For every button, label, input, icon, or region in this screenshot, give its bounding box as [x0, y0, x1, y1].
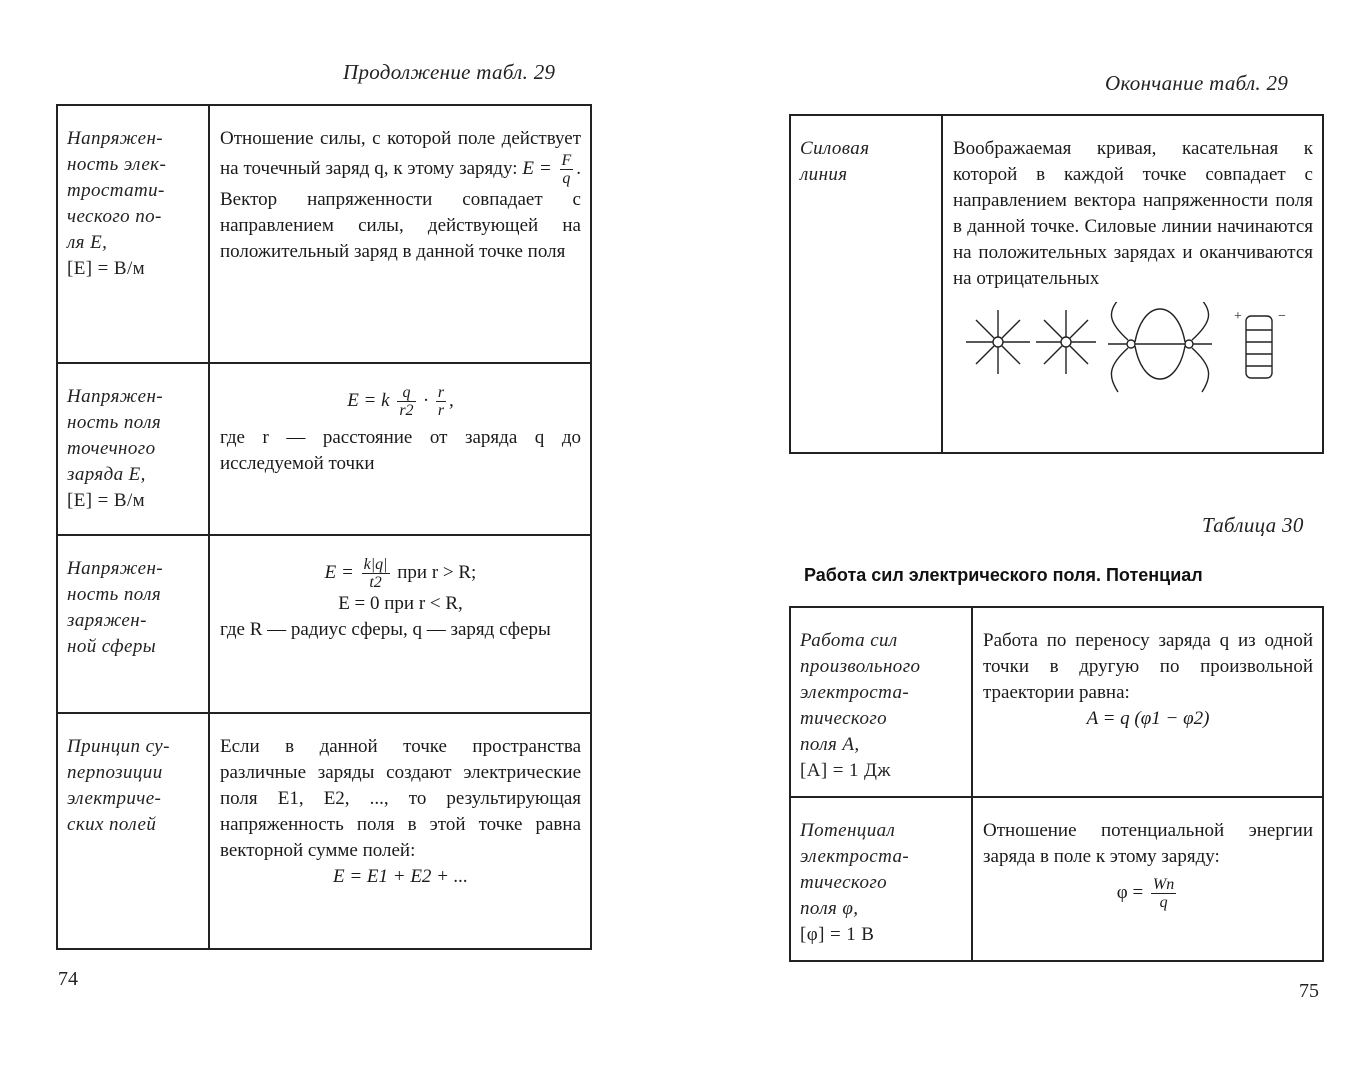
- table-29-continued: [56, 104, 592, 950]
- fraction-denominator: r: [437, 402, 445, 419]
- term-line: электроста-: [800, 682, 910, 703]
- formula: E = E1 + E2 + ...: [332, 866, 469, 887]
- dipole-field-icon: [1108, 302, 1212, 392]
- term-line: Напряжен-: [67, 128, 164, 149]
- table-row: [790, 607, 1323, 797]
- term-line: Напряжен-: [67, 386, 164, 407]
- term-line: заряда E,: [67, 464, 146, 485]
- field-lines-diagram: [953, 292, 1313, 410]
- fraction-numerator: r: [437, 384, 445, 401]
- term-unit: [A] = 1 Дж: [800, 760, 891, 781]
- formula-lhs: E =: [324, 561, 354, 583]
- negative-charge-field-icon: [1036, 310, 1096, 374]
- fraction-denominator: q: [1159, 894, 1168, 911]
- fraction-denominator: r2: [399, 402, 414, 419]
- plus-sign: +: [1234, 309, 1242, 324]
- term-cell: [57, 535, 209, 713]
- term-line: Потенциал: [800, 820, 896, 841]
- formula: [220, 556, 581, 591]
- table-30-label: Таблица 30: [1202, 513, 1304, 537]
- term-line: Работа сил: [800, 630, 898, 651]
- fraction-denominator: q: [562, 170, 571, 187]
- formula-lhs: E = k: [347, 389, 390, 411]
- term-line: Принцип су-: [67, 736, 170, 757]
- minus-sign: −: [1278, 309, 1286, 324]
- term-line: поля A,: [800, 734, 860, 755]
- formula: E = k $\frac{q}{r2}$ · $\frac{r}{r}$ ,: [347, 384, 454, 419]
- field-lines-svg: [958, 302, 1308, 402]
- term-line: ность поля: [67, 412, 162, 433]
- fraction-numerator: F: [561, 152, 572, 169]
- formula: [983, 876, 1313, 911]
- description-text: Отношение потенциальной энергии заряда в поле к этому заряду:: [983, 820, 1313, 867]
- term-line: Напряжен-: [67, 558, 164, 579]
- term-cell: [790, 607, 972, 797]
- table-row: [790, 115, 1323, 453]
- table-row: [790, 797, 1323, 961]
- term-line: линия: [800, 164, 848, 185]
- description-cell: [972, 797, 1323, 961]
- fraction: [1151, 876, 1176, 911]
- fraction-denominator: t2: [369, 574, 382, 591]
- right-page: [684, 0, 1369, 1080]
- term-line: Силовая: [800, 138, 870, 159]
- term-line: тростати-: [67, 180, 165, 201]
- formula: E =: [522, 157, 552, 179]
- term-unit: [E] = В/м: [67, 490, 146, 511]
- formula: E = 0 при r < R,: [338, 593, 463, 614]
- description-cell: [209, 713, 591, 949]
- formula-lhs: φ =: [1116, 881, 1144, 903]
- term-cell: [57, 713, 209, 949]
- description-cell: [209, 363, 591, 535]
- fraction-numerator: q: [397, 384, 415, 402]
- term-line: ность элек-: [67, 154, 167, 175]
- term-line: тического: [800, 872, 888, 893]
- description-text: где R — радиус сферы, q — заряд сферы: [220, 619, 551, 640]
- term-cell: [57, 363, 209, 535]
- formula: A = q (φ1 − φ2): [1086, 708, 1210, 729]
- term-line: ность поля: [67, 584, 162, 605]
- term-line: ческого по-: [67, 206, 162, 227]
- formula-tail: ,: [449, 389, 454, 411]
- table-end-header: Окончание табл. 29: [1105, 71, 1289, 95]
- description-cell: [209, 105, 591, 363]
- table-row: [57, 363, 591, 535]
- term-line: точечного: [67, 438, 156, 459]
- table-30: [789, 606, 1324, 962]
- term-cell: [790, 115, 942, 453]
- table-30-title: Работа сил электрического поля. Потенциал: [804, 565, 1203, 585]
- term-line: поля φ,: [800, 898, 859, 919]
- fraction-numerator: k|q|: [363, 556, 388, 573]
- fraction: [560, 152, 574, 187]
- fraction: [397, 384, 415, 419]
- formula-condition: при r > R;: [397, 561, 477, 583]
- term-cell: [57, 105, 209, 363]
- fraction-numerator: Wп: [1152, 876, 1175, 893]
- left-page: [0, 0, 684, 1080]
- description-text: Отношение силы, с которой поле действует на точечный заряд q, к этому заряду:: [220, 128, 581, 179]
- fraction: [436, 384, 446, 419]
- term-unit: [E] = В/м: [67, 258, 146, 279]
- term-line: ля E,: [67, 232, 108, 253]
- capacitor-field-icon: [1246, 316, 1272, 378]
- positive-charge-field-icon: [966, 310, 1030, 374]
- page-number: 75: [1299, 980, 1319, 1002]
- term-line: перпозиции: [67, 762, 163, 783]
- description-cell: [972, 607, 1323, 797]
- fraction: [362, 556, 390, 591]
- description-text: Работа по переносу заряда q из одной точки в другую по произвольной траектории равна:: [983, 630, 1313, 703]
- term-line: произвольного: [800, 656, 921, 677]
- term-line: заряжен-: [67, 610, 147, 631]
- description-text: где r — расстояние от заряда q до исследуемой точки: [220, 427, 581, 474]
- term-unit: [φ] = 1 В: [800, 924, 875, 945]
- page-number: 74: [58, 968, 78, 990]
- description-text: Воображаемая кривая, касательная к которой в каждой точке совпадает с направлением вектора напряженности поля в данной точке. Силовые линии начинаются на положительных зарядах и оканчиваются на отрицательных: [953, 138, 1313, 289]
- table-29-end: [789, 114, 1324, 454]
- table-row: [57, 105, 591, 363]
- description-text: . Вектор напряженности совпадает с направлением силы, действующей на положительный заряд в данной точке поля: [220, 157, 582, 262]
- table-row: [57, 535, 591, 713]
- description-cell: [209, 535, 591, 713]
- term-cell: [790, 797, 972, 961]
- description-cell: [942, 115, 1323, 453]
- term-line: ских полей: [67, 814, 157, 835]
- term-line: тического: [800, 708, 888, 729]
- term-line: электроста-: [800, 846, 910, 867]
- description-text: Если в данной точке пространства различные заряды создают электрические поля E1, E2, ..., то результирующая напряженность поля в этой точке равна векторной сумме полей:: [220, 736, 581, 861]
- term-line: электриче-: [67, 788, 162, 809]
- table-continuation-header: Продолжение табл. 29: [343, 60, 556, 84]
- term-line: ной сферы: [67, 636, 157, 657]
- table-row: [57, 713, 591, 949]
